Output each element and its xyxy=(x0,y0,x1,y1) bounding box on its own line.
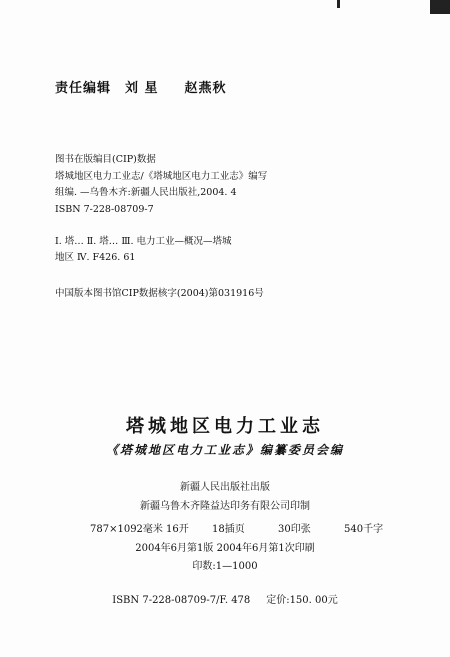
editor-name-2: 赵燕秋 xyxy=(184,81,227,96)
scan-mark xyxy=(337,0,340,8)
cip-heading: 图书在版编目(CIP)数据 xyxy=(55,154,156,165)
cip-line: 塔城地区电力工业志/《塔城地区电力工业志》编写 xyxy=(55,171,268,182)
editor-name-1: 刘 星 xyxy=(125,81,159,96)
cip-classification: 地区 Ⅳ. F426. 61 xyxy=(55,252,136,263)
isbn-classification: ISBN 7-228-08709-7/F. 478 xyxy=(112,595,251,606)
format-sheets: 30印张 xyxy=(278,524,311,535)
printer: 新疆乌鲁木齐隆益达印务有限公司印制 xyxy=(140,501,310,512)
editors-label: 责任编辑 xyxy=(55,81,112,96)
cip-line: 组编. —乌鲁木齐:新疆人民出版社,2004. 4 xyxy=(55,187,237,198)
book-compiler: 《塔城地区电力工业志》编纂委员会编 xyxy=(105,443,344,457)
publisher: 新疆人民出版社出版 xyxy=(180,482,270,493)
isbn-price-line xyxy=(0,596,450,606)
cip-subjects: Ⅰ. 塔… Ⅱ. 塔… Ⅲ. 电力工业—概况—塔城 xyxy=(55,236,232,247)
format-line xyxy=(90,525,383,535)
print-run: 印数:1—1000 xyxy=(192,561,258,572)
format-words: 540千字 xyxy=(344,524,384,535)
responsible-editors xyxy=(55,82,227,95)
price: 定价:150. 00元 xyxy=(266,595,338,606)
scan-mark xyxy=(430,0,450,14)
book-title: 塔城地区电力工业志 xyxy=(126,416,324,437)
format-size: 787×1092毫米 xyxy=(90,524,163,535)
edition-info: 2004年6月第1版 2004年6月第1次印刷 xyxy=(135,543,315,554)
format-kai: 16开 xyxy=(166,524,189,535)
cip-isbn: ISBN 7-228-08709-7 xyxy=(55,204,154,215)
cip-number: 中国版本图书馆CIP数据核字(2004)第031916号 xyxy=(55,288,264,299)
format-plates: 18插页 xyxy=(212,524,245,535)
